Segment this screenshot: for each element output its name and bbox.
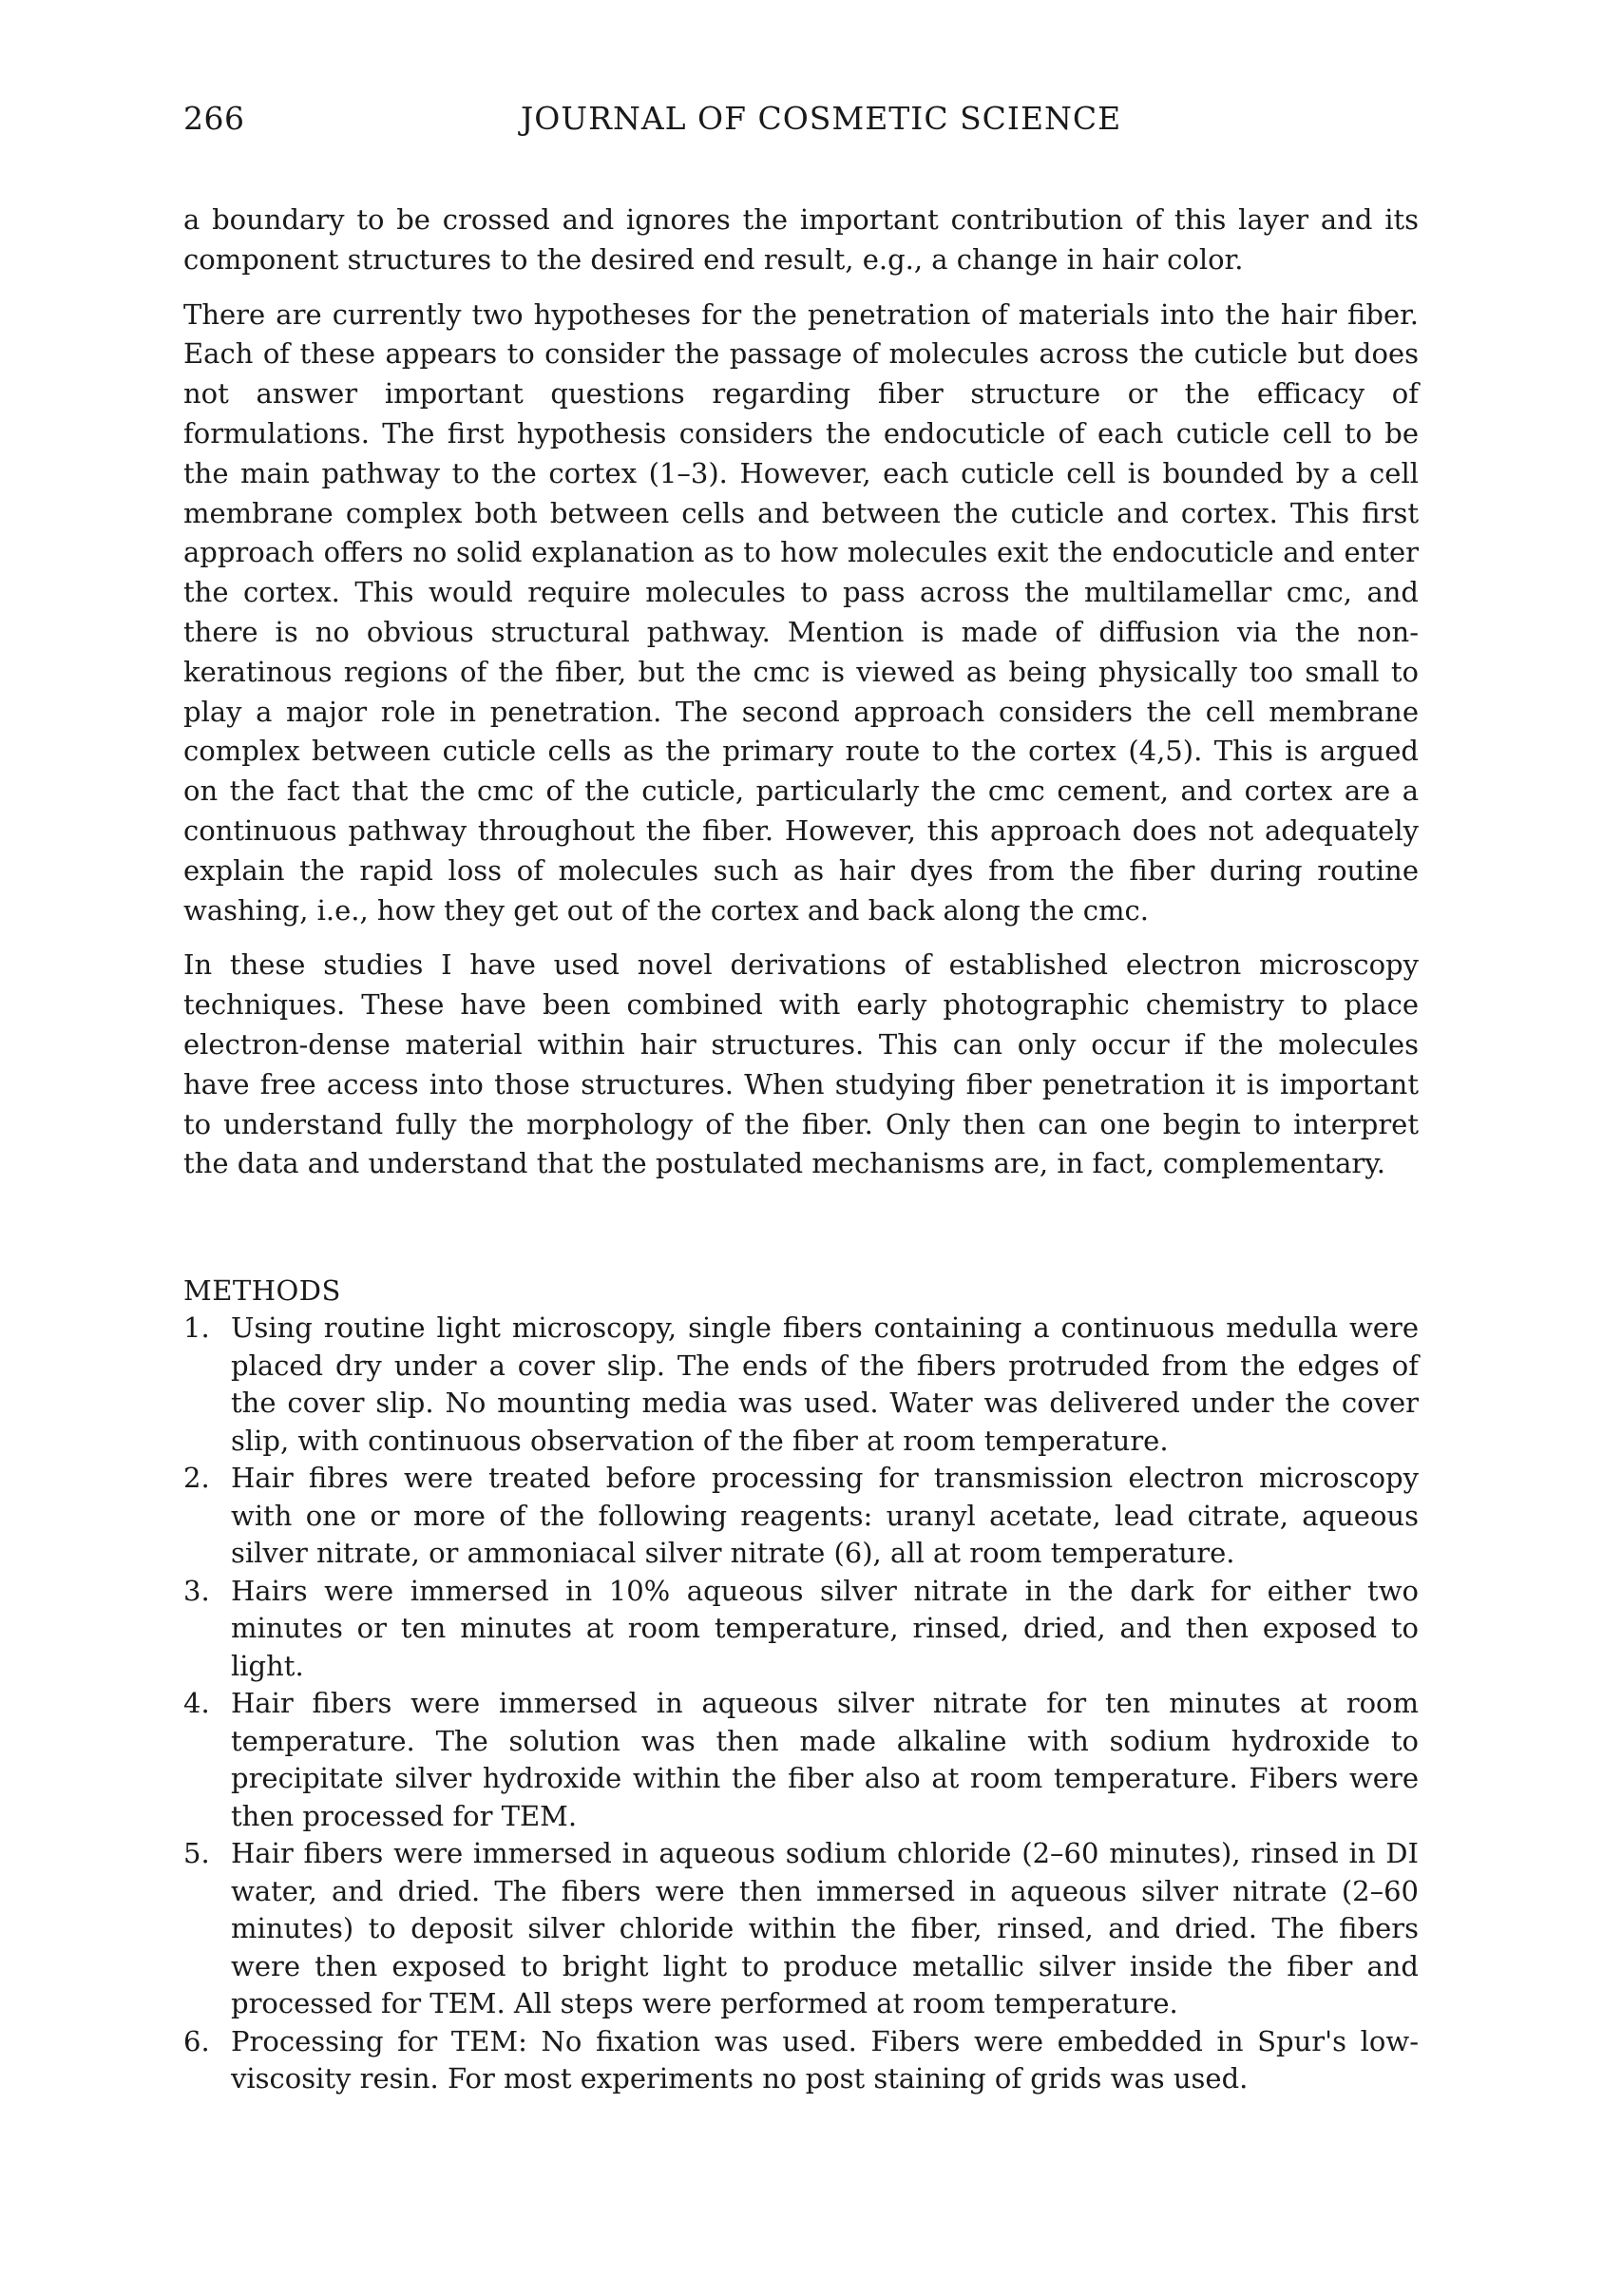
method-number: 5. (183, 1837, 210, 1870)
method-text: Hair fibers were immersed in aqueous sodium chloride (2–60 minutes), rinsed in DI water, and dried. The fibers were then immersed in aqueous silver nitrate (2–60 minutes) to deposit silver chloride within the fiber, rinsed, and dried. The fibers were then exposed to bright light to produce metallic silver inside the fiber and processed for TEM. All steps were performed at room temperature. (231, 1837, 1419, 2020)
method-item (183, 1835, 1419, 2023)
method-text: Hair fibers were immersed in aqueous silver nitrate for ten minutes at room temperature. The solution was then made alkaline with sodium hydroxide to precipitate silver hydroxide within the fiber also at room temperature. Fibers were then processed for TEM. (231, 1687, 1419, 1832)
article-body (183, 201, 1419, 1184)
method-text: Processing for TEM: No fixation was used. Fibers were embedded in Spur's low-viscosity resin. For most experiments no post staining of grids was used. (231, 2024, 1419, 2095)
method-text: Hairs were immersed in 10% aqueous silver nitrate in the dark for either two minutes or ten minutes at room temperature, rinsed, dried, and then exposed to light. (231, 1574, 1419, 1682)
paragraph-studies: In these studies I have used novel derivations of established electron microscopy techniques. These have been combined with early photographic chemistry to place electron-dense material within hair structures. This can only occur if the molecules have free access into those structures. When studying fiber penetration it is important to understand fully the morphology of the fiber. Only then can one begin to interpret the data and understand that the postulated mechanisms are, in fact, complementary. (183, 948, 1419, 1180)
method-item (183, 1573, 1419, 1686)
method-item (183, 2023, 1419, 2098)
method-number: 2. (183, 1462, 210, 1495)
method-number: 4. (183, 1687, 210, 1720)
method-item (183, 1310, 1419, 1460)
method-number: 1. (183, 1311, 210, 1345)
method-number: 3. (183, 1574, 210, 1607)
methods-list (183, 1310, 1419, 2098)
page-number: 266 (183, 100, 245, 137)
method-text: Hair fibres were treated before processing for transmission electron microscopy with one or more of the following reagents: uranyl acetate, lead citrate, aqueous silver nitrate, or ammoniacal silver nitrate (6), all at room temperature. (231, 1462, 1419, 1570)
method-item (183, 1460, 1419, 1573)
journal-page (183, 100, 1419, 2098)
paragraph-hypotheses: There are currently two hypotheses for the penetration of materials into the hair fiber. Each of these appears to consider the passage of molecules across the cuticle but does not answer important questions regarding fiber structure or the efficacy of formulations. The first hypothesis considers the endocuticle of each cuticle cell to be the main pathway to the cortex (1–3). However, each cuticle cell is bounded by a cell membrane complex both between cells and between the cuticle and cortex. This first approach offers no solid explanation as to how molecules exit the endocuticle and enter the cortex. This would require molecules to pass across the multilamellar cmc, and there is no obvious structural pathway. Mention is made of diffusion via the non-keratinous regions of the fiber, but the cmc is viewed as being physically too small to play a major role in penetration. The second approach considers the cell membrane complex between cuticle cells as the primary route to the cortex (4,5). This is argued on the fact that the cmc of the cuticle, particularly the cmc cement, and cortex are a continuous pathway throughout the fiber. However, this approach does not adequately explain the rapid loss of molecules such as hair dyes from the fiber during routine washing, i.e., how they get out of the cortex and back along the cmc. (183, 297, 1419, 927)
running-head (183, 100, 1419, 157)
method-item (183, 1685, 1419, 1835)
method-number: 6. (183, 2024, 210, 2057)
method-text: Using routine light microscopy, single fibers containing a continuous medulla were placed dry under a cover slip. The ends of the fibers protruded from the edges of the cover slip. No mounting media was used. Water was delivered under the cover slip, with continuous observation of the fiber at room temperature. (231, 1311, 1419, 1457)
paragraph-continuation: a boundary to be crossed and ignores the important contribution of this layer and its component structures to the desired end result, e.g., a change in hair color. (183, 203, 1419, 276)
journal-title: JOURNAL OF COSMETIC SCIENCE (521, 100, 1122, 137)
methods-heading: METHODS (183, 1274, 341, 1308)
